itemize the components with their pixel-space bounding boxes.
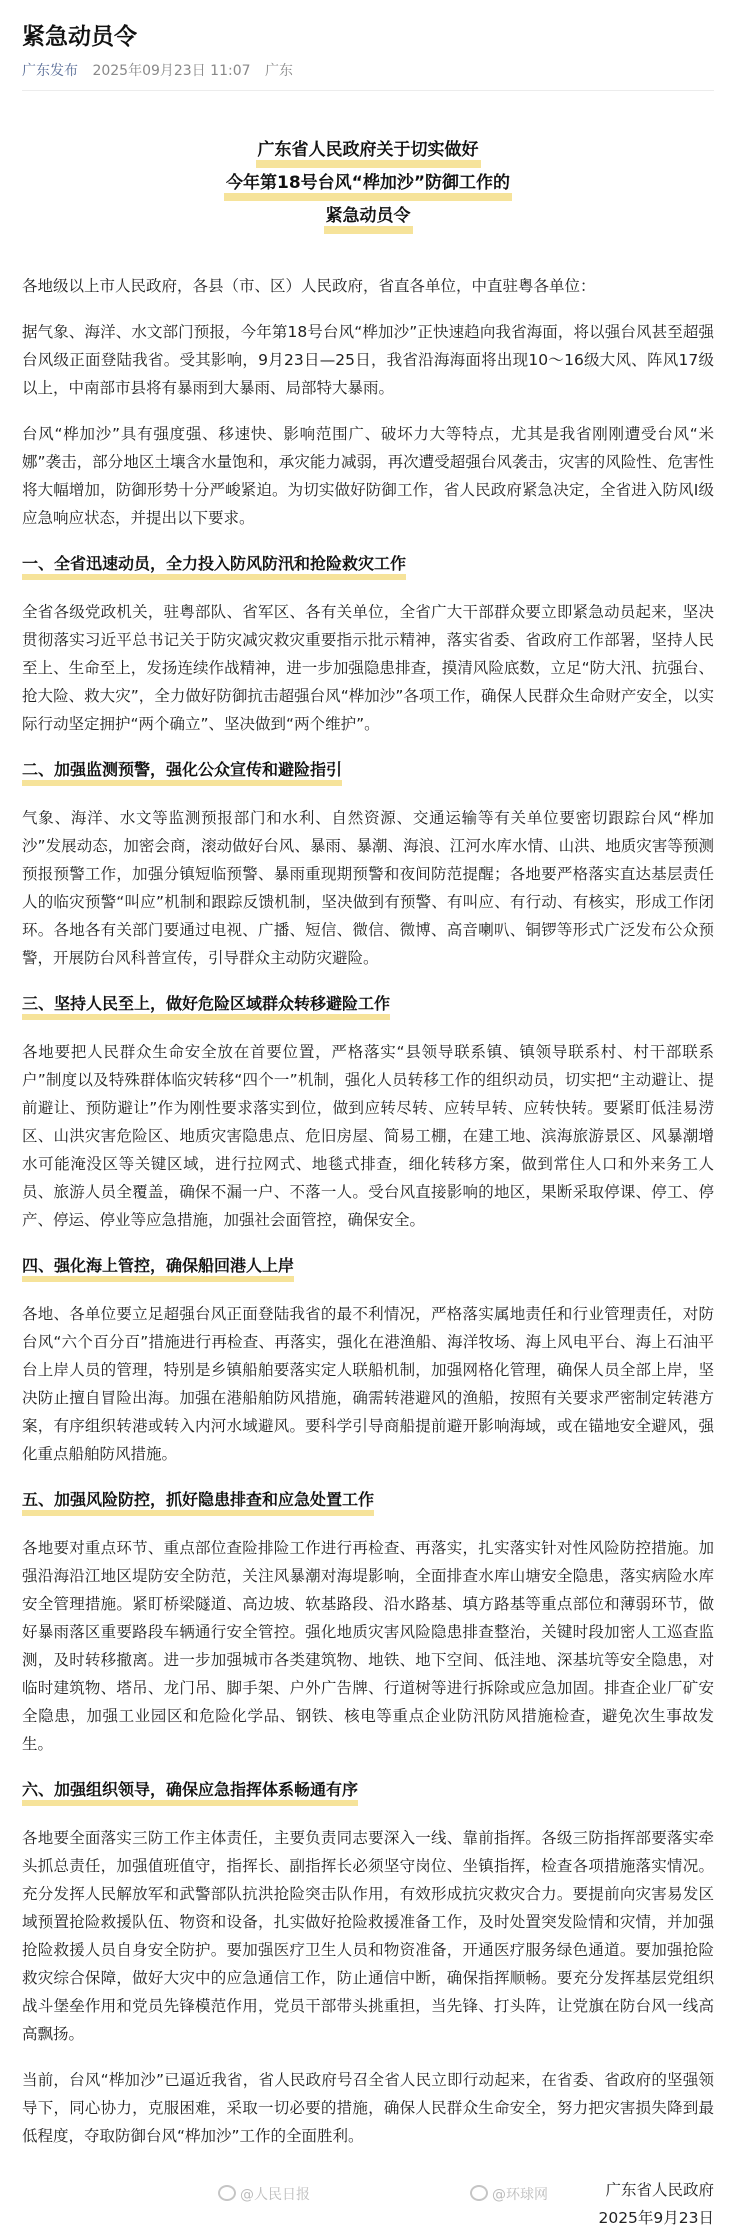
doc-title-line-3: 紧急动员令 [324, 206, 413, 234]
closing-paragraph: 当前，台风“桦加沙”已逼近我省，省人民政府号召全省人民立即行动起来，在省委、省政府的坚强领导下，同心协力，克服困难，采取一切必要的措施，确保人民群众生命安全，努力把灾害损失降到最低程度，夺取防御台风“桦加沙”工作的全面胜利。 [22, 2071, 714, 2145]
publish-datetime: 2025年09月23日 11:07 [92, 63, 251, 79]
signature-date: 2025年9月23日 [598, 2209, 714, 2227]
section-body-5: 各地要对重点环节、重点部位查险排险工作进行再检查、再落实，扎实落实针对性风险防控措施。加强沿海沿江地区堤防安全防范，关注风暴潮对海堤影响，全面排查水库山塘安全隐患，落实病险水库安全管理措施。紧盯桥梁隧道、高边坡、软基路段、沿水路基、填方路基等重点部位和薄弱环节，做好暴雨落区重要路段车辆通行安全管控。强化地质灾害风险隐患排查整治，关键时段加密人工巡查监测，及时转移撤离。进一步加强城市各类建筑物、地铁、地下空间、低洼地、深基坑等安全隐患，对临时建筑物、塔吊、龙门吊、脚手架、户外广告牌、行道树等进行拆除或应急加固。排查企业厂矿安全隐患，加强工业园区和危险化学品、钢铁、核电等重点企业防汛防风措施检查，避免次生事故发生。 [22, 1539, 714, 1753]
source-link[interactable]: 广东发布 [22, 63, 78, 79]
section-heading-3-text: 三、坚持人民至上，做好危险区域群众转移避险工作 [22, 994, 390, 1020]
section-heading-4-text: 四、强化海上管控，确保船回港人上岸 [22, 1256, 294, 1282]
doc-title-line-1: 广东省人民政府关于切实做好 [256, 140, 481, 168]
article-meta [22, 58, 714, 86]
signature-block [22, 2176, 714, 2232]
weibo-icon [218, 2185, 236, 2201]
section-heading-1 [22, 550, 714, 580]
section-body-3: 各地要把人民群众生命安全放在首要位置，严格落实“县领导联系镇、镇领导联系村、村干部联系户”制度以及特殊群体临灾转移“四个一”机制，强化人员转移工作的组织动员，切实把“主动避让、提前避让、预防避让”作为刚性要求落实到位，做到应转尽转、应转早转、应转快转。要紧盯低洼易涝区、山洪灾害危险区、地质灾害隐患点、危旧房屋、简易工棚，在建工地、滨海旅游景区、风暴潮增水可能淹没区等关键区域，进行拉网式、地毯式排查，细化转移方案，做到常住人口和外来务工人员、旅游人员全覆盖，确保不漏一户、不落一人。受台风直接影响的地区，果断采取停课、停工、停产、停运、停业等应急措施，加强社会面管控，确保安全。 [22, 1043, 714, 1229]
watermark-huanqiu-text: @环球网 [492, 2187, 548, 2203]
section-body-2: 气象、海洋、水文等监测预报部门和水利、自然资源、交通运输等有关单位要密切跟踪台风“桦加沙”发展动态，加密会商，滚动做好台风、暴雨、暴潮、海浪、江河水库水情、山洪、地质灾害等预测预报预警工作，加强分镇短临预警、暴雨重现期预警和夜间防范提醒；各地要严格落实直达基层责任人的临灾预警“叫应”机制和跟踪反馈机制，坚决做到有预警、有叫应、有行动、有核实，形成工作闭环。各地各有关部门要通过电视、广播、短信、微信、微博、高音喇叭、铜锣等形式广泛发布公众预警，开展防台风科普宣传，引导群众主动防灾避险。 [22, 809, 714, 967]
doc-title-line-2: 今年第18号台风“桦加沙”防御工作的 [224, 173, 512, 201]
publish-region: 广东 [264, 63, 293, 79]
section-heading-5 [22, 1486, 714, 1516]
section-heading-2-text: 二、加强监测预警，强化公众宣传和避险指引 [22, 760, 342, 786]
section-heading-6-text: 六、加强组织领导，确保应急指挥体系畅通有序 [22, 1780, 358, 1806]
section-heading-2 [22, 756, 714, 786]
section-body-6: 各地要全面落实三防工作主体责任，主要负责同志要深入一线、靠前指挥。各级三防指挥部要落实牵头抓总责任，加强值班值守，指挥长、副指挥长必须坚守岗位、坐镇指挥，检查各项措施落实情况。充分发挥人民解放军和武警部队抗洪抢险突击队作用，有效形成抗灾救灾合力。要提前向灾害易发区域预置抢险救援队伍、物资和设备，扎实做好抢险救援准备工作，及时处置突发险情和灾情，并加强抢险救援人员自身安全防护。要加强医疗卫生人员和物资准备，开通医疗服务绿色通道。要加强抢险救灾综合保障，做好大灾中的应急通信工作，防止通信中断，确保指挥顺畅。要充分发挥基层党组织战斗堡垒作用和党员先锋模范作用，党员干部带头挑重担，当先锋、打头阵，让党旗在防台风一线高高飘扬。 [22, 1829, 714, 2043]
signature-org: 广东省人民政府 [605, 2181, 714, 2199]
weibo-icon [470, 2185, 488, 2201]
section-heading-4 [22, 1252, 714, 1282]
section-heading-3 [22, 990, 714, 1020]
salutation: 各地级以上市人民政府，各县（市、区）人民政府，省直各单位，中直驻粤各单位： [22, 277, 596, 295]
intro-paragraph-2: 台风“桦加沙”具有强度强、移速快、影响范围广、破坏力大等特点，尤其是我省刚刚遭受台风“米娜”袭击，部分地区土壤含水量饱和，承灾能力减弱，再次遭受超强台风袭击，灾害的风险性、危害性将大幅增加，防御形势十分严峻紧迫。为切实做好防御工作，省人民政府紧急决定，全省进入防风I级应急响应状态，并提出以下要求。 [22, 425, 714, 527]
watermark-renmin-text: @人民日报 [240, 2187, 310, 2203]
section-heading-1-text: 一、全省迅速动员，全力投入防风防汛和抢险救灾工作 [22, 554, 406, 580]
watermark-huanqiu [470, 2184, 548, 2204]
document-title [22, 135, 714, 234]
section-body-4: 各地、各单位要立足超强台风正面登陆我省的最不利情况，严格落实属地责任和行业管理责任，对防台风“六个百分百”措施进行再检查、再落实，强化在港渔船、海洋牧场、海上风电平台、海上石油平台上岸人员的管理，特别是乡镇船舶要落实定人联船机制，加强网格化管理，确保人员全部上岸，坚决防止擅自冒险出海。加强在港船舶防风措施，确需转港避风的渔船，按照有关要求严密制定转港方案，有序组织转港或转入内河水域避风。要科学引导商船提前避开影响海域，或在锚地安全避风，强化重点船舶防风措施。 [22, 1305, 714, 1463]
article-title: 紧急动员令 [22, 24, 137, 50]
section-body-1: 全省各级党政机关，驻粤部队、省军区、各有关单位，全省广大干部群众要立即紧急动员起来，坚决贯彻落实习近平总书记关于防灾减灾救灾重要指示批示精神，落实省委、省政府工作部署，坚持人民至上、生命至上，发扬连续作战精神，进一步加强隐患排查，摸清风险底数，立足“防大汛、抗强台、抢大险、救大灾”，全力做好防御抗击超强台风“桦加沙”各项工作，确保人民群众生命财产安全，以实际行动坚定拥护“两个确立”、坚决做到“两个维护”。 [22, 603, 714, 733]
watermark-renmin [218, 2184, 310, 2204]
intro-paragraph-1: 据气象、海洋、水文部门预报，今年第18号台风“桦加沙”正快速趋向我省海面，将以强台风甚至超强台风级正面登陆我省。受其影响，9月23日—25日，我省沿海海面将出现10～16级大风、阵风17级以上，中南部市县将有暴雨到大暴雨、局部特大暴雨。 [22, 323, 714, 397]
section-heading-5-text: 五、加强风险防控，抓好隐患排查和应急处置工作 [22, 1490, 374, 1516]
section-heading-6 [22, 1776, 714, 1806]
header-divider [22, 90, 714, 91]
